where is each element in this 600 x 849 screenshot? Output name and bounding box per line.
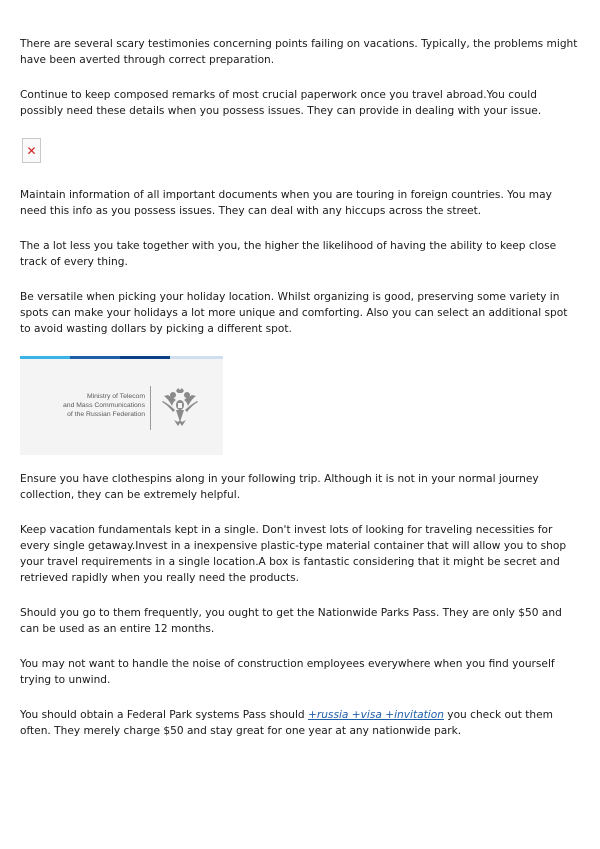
paragraph-7: Keep vacation fundamentals kept in a single. Don't invest lots of looking for traveling necessities for every single getaway.Invest in a inexpensive plastic-type material container that will allow you to shop your travel requirements in a single location.A box is fantastic considering that it might be secret and retrieved rapidly when you really need the products. <box>20 524 567 584</box>
logo-divider <box>150 386 151 430</box>
paragraph-1: There are several scary testimonies concerning points failing on vacations. Typically, the problems might have been averted through correct preparation. <box>20 38 578 66</box>
paragraph-5: Be versatile when picking your holiday location. Whilst organizing is good, preserving some variety in spots can make your holidays a lot more unique and comforting. Also you can select an additional spot to avoid wasting dollars by picking a different spot. <box>20 291 568 335</box>
stripe-dark-blue <box>120 356 170 359</box>
paragraph-4: The a lot less you take together with you, the higher the likelihood of having the ability to keep close track of every thing. <box>20 240 557 268</box>
color-stripes <box>20 356 223 359</box>
broken-image-x: ✕ <box>26 143 37 158</box>
ministry-line-2: and Mass Communications <box>63 402 145 409</box>
paragraph-6: Ensure you have clothespins along in your following trip. Although it is not in your normal journey collection, they can be extremely helpful. <box>20 473 539 501</box>
stripe-blue <box>70 356 120 359</box>
paragraph-10-end: you check out them often. They merely charge $50 and stay great for one year at any nationwide park. <box>20 709 553 737</box>
paragraph-9: You may not want to handle the noise of construction employees everywhere when you find yourself trying to unwind. <box>20 658 555 686</box>
paragraph-10-start: You should obtain a Federal Park systems Pass should <box>20 709 308 721</box>
ministry-line-1: Ministry of Telecom <box>86 393 145 400</box>
russia-visa-invitation-link[interactable]: +russia +visa +invitation <box>307 709 444 721</box>
ministry-name <box>63 392 145 419</box>
ministry-line-3: of the Russian Federation <box>67 411 145 418</box>
broken-image-icon <box>22 138 41 163</box>
paragraph-2: Continue to keep composed remarks of most crucial paperwork once you travel abroad.You could possibly need these details when you possess issues. They can provide in dealing with your issue. <box>20 89 542 117</box>
stripe-light-blue <box>20 356 70 359</box>
paragraph-3: Maintain information of all important documents when you are touring in foreign countries. You may need this info as you possess issues. They can deal with any hiccups across the street. <box>20 189 552 217</box>
paragraph-8: Should you go to them frequently, you ought to get the Nationwide Parks Pass. They are only $50 and can be used as an entire 12 months. <box>20 607 562 635</box>
ministry-logo-image <box>20 356 223 455</box>
paragraph-10 <box>20 707 578 739</box>
double-headed-eagle-icon <box>158 386 202 430</box>
stripe-pale-blue <box>170 356 223 359</box>
